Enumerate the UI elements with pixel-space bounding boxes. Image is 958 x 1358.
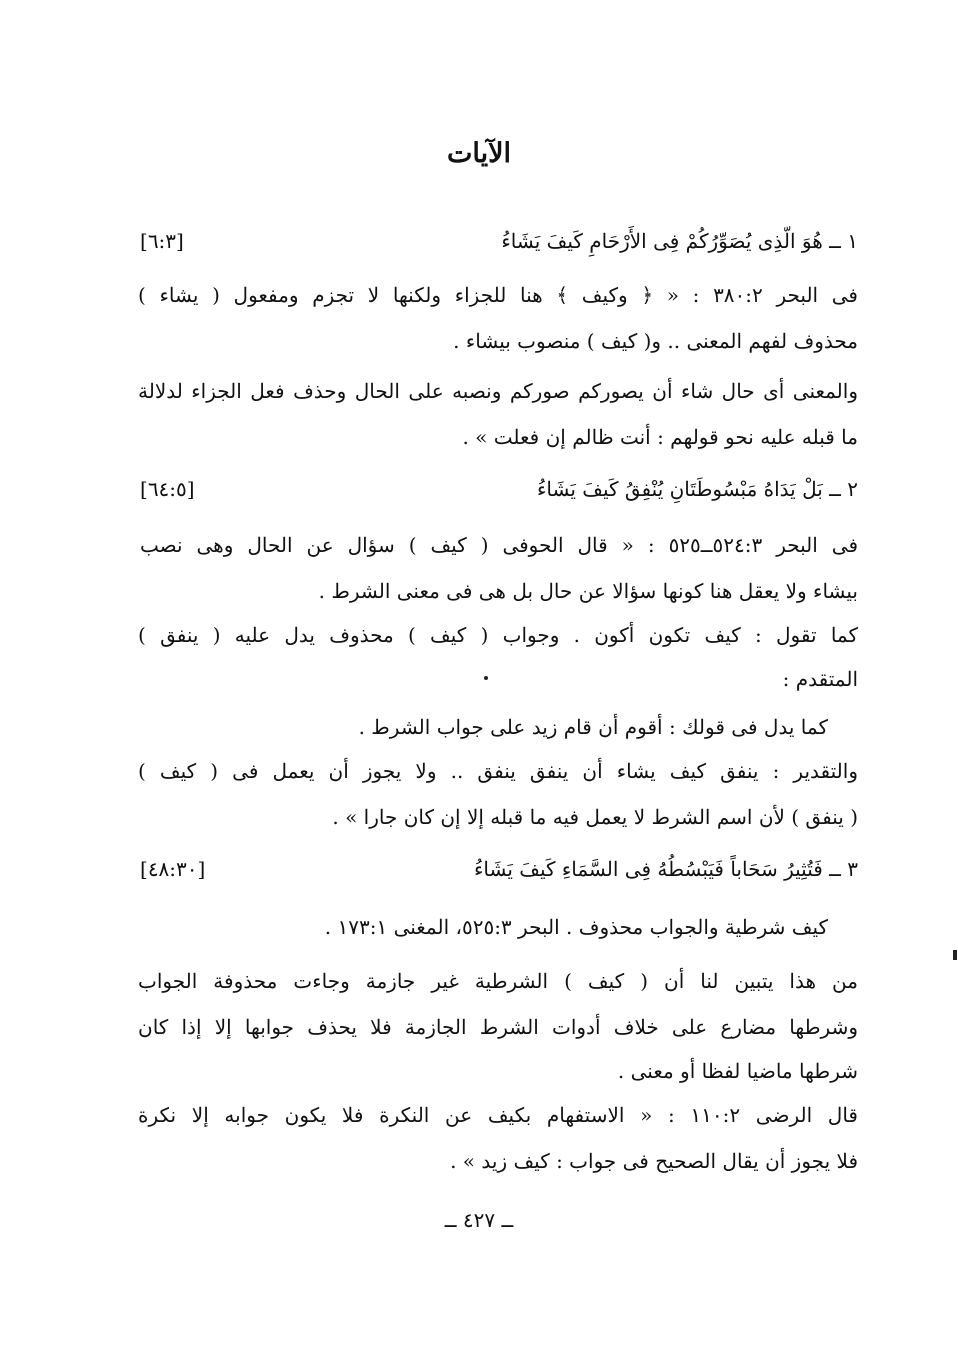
scan-speck [484, 676, 488, 680]
verse-reference-2: [٦٤:٥] [140, 477, 195, 501]
commentary-line: والمعنى أى حال شاء أن يصوركم صوركم ونصبه على الحال وحذف فعل الجزاء لدلالة [138, 379, 858, 403]
verse-2: ٢ ــ بَلْ يَدَاهُ مَبْسُوطَتَانِ يُنْفِقُ كَيفَ يَشَاءُ [536, 477, 858, 501]
commentary-line: قال الرضى ١١٠:٢ : « الاستفهام بكيف عن النكرة فلا يكون جوابه إلا نكرة [138, 1103, 858, 1127]
commentary-line: والتقدير : ينفق كيف يشاء أن ينفق ينفق .. ولا يجوز أن يعمل فى ( كيف ) [138, 759, 858, 783]
verse-1: ١ ــ هُوَ الَّذِى يُصَوِّرُكُمْ فِى الأَرْحَامِ كَيفَ يَشَاءُ [501, 229, 858, 253]
commentary-line: فى البحر ٥٢٤:٣ــ٥٢٥ : « قال الحوفى ( كيف ) سؤال عن الحال وهى نصب [140, 533, 858, 557]
commentary-line: فلا يجوز أن يقال الصحيح فى جواب : كيف زيد » . [450, 1149, 858, 1173]
commentary-line: وشرطها مضارع على خلاف أدوات الشرط الجازمة فلا يحذف جوابها إلا إذا كان [138, 1015, 858, 1039]
commentary-line: شرطها ماضيا لفظا أو معنى . [617, 1059, 858, 1083]
commentary-line: كما يدل فى قولك : أقوم أن قام زيد على جواب الشرط . [358, 715, 828, 739]
commentary-line: محذوف لفهم المعنى .. و( كيف ) منصوب بيشاء . [453, 329, 858, 353]
page-number: ــ ٤٢٧ ــ [444, 1208, 514, 1232]
verse-reference-1: [٦:٣] [140, 229, 184, 253]
verse-3: ٣ ــ فَتُثِيرُ سَحَاباً فَيَبْسُطُهُ فِى السَّمَاءِ كَيفَ يَشَاءُ [473, 857, 858, 881]
commentary-line: بيشاء ولا يعقل هنا كونها سؤالا عن حال بل هى فى معنى الشرط . [318, 579, 858, 603]
verse-reference-3: [٤٨:٣٠] [140, 857, 206, 881]
commentary-line: المتقدم : [782, 667, 858, 691]
scan-edge-mark [953, 950, 957, 960]
commentary-line: كما تقول : كيف تكون أكون . وجواب ( كيف ) محذوف يدل عليه ( ينفق ) [138, 623, 858, 647]
commentary-line: فى البحر ٣٨٠:٢ : « ﴿ وكيف ﴾ هنا للجزاء ولكنها لا تجزم ومفعول ( يشاء ) [138, 283, 858, 307]
commentary-line: من هذا يتبين لنا أن ( كيف ) الشرطية غير جازمة وجاءت محذوفة الجواب [138, 969, 858, 993]
commentary-line: ( ينفق ) لأن اسم الشرط لا يعمل فيه ما قبله إلا إن كان جارا » . [332, 805, 858, 829]
commentary-line: ما قبله عليه نحو قولهم : أنت ظالم إن فعلت » . [462, 425, 858, 449]
commentary-line: كيف شرطية والجواب محذوف . البحر ٥٢٥:٣، المغنى ١٧٣:١ . [324, 915, 828, 939]
page-title: الآيات [446, 138, 512, 169]
